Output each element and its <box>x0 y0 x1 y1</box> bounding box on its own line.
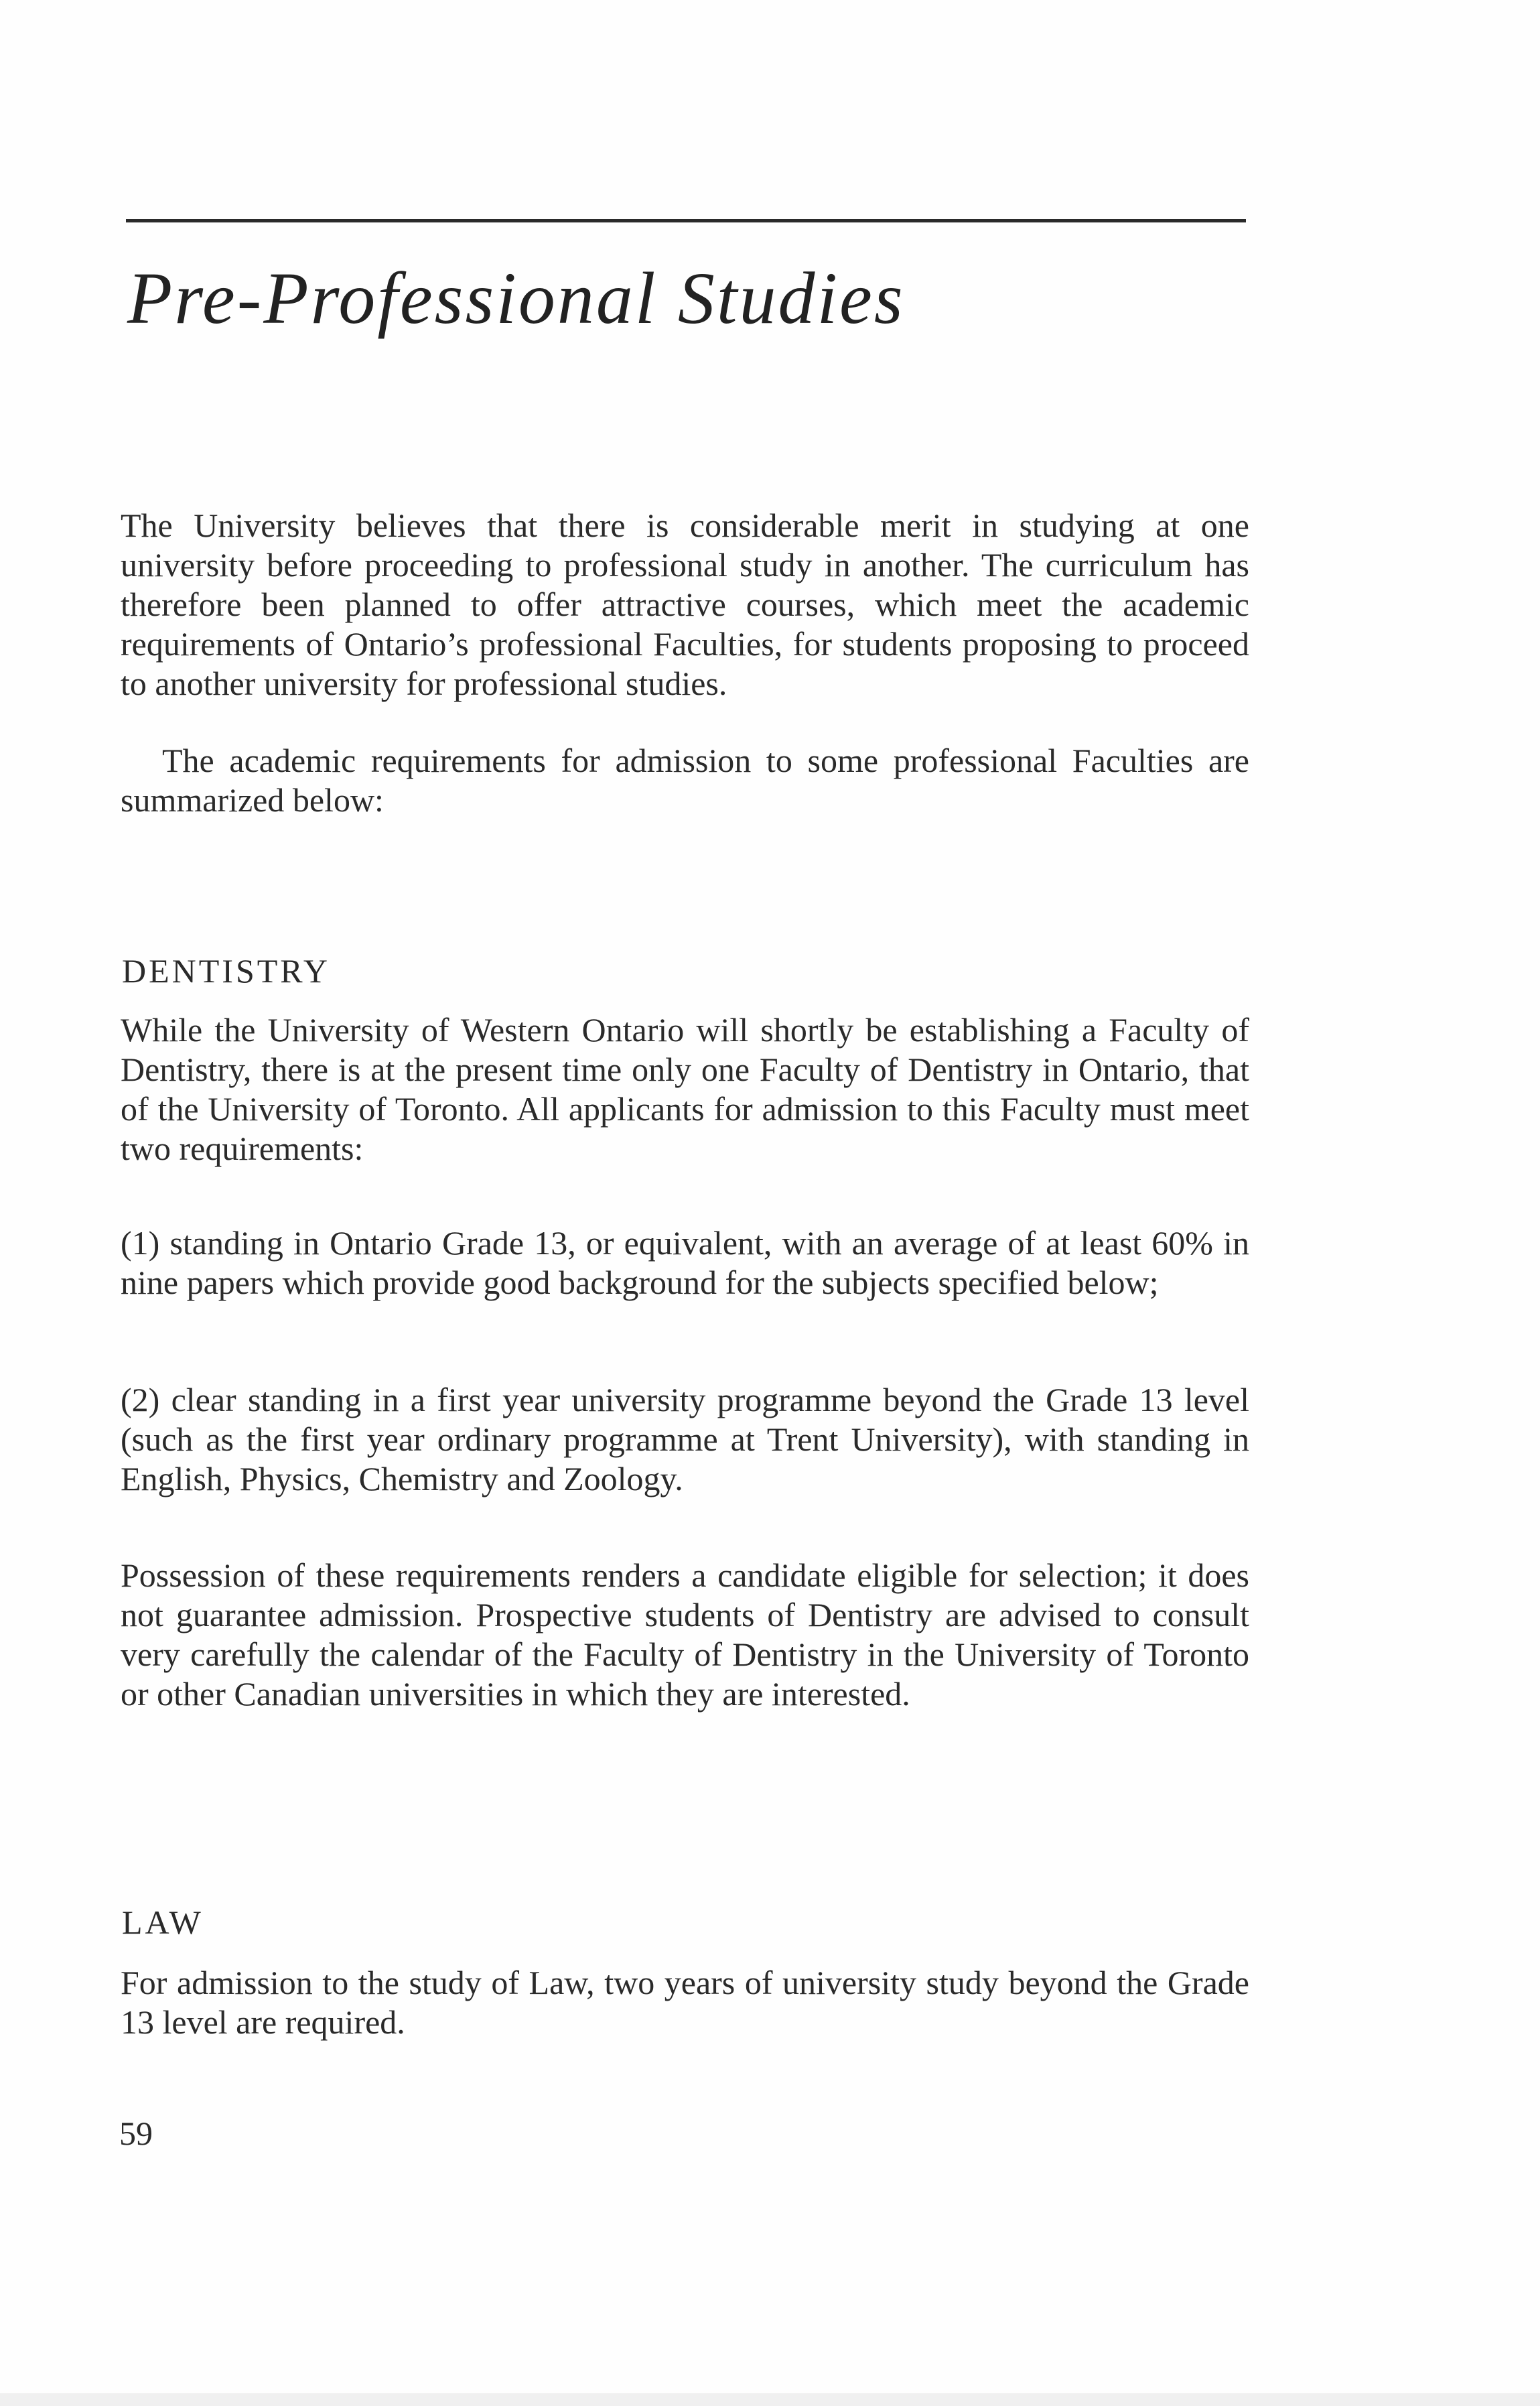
intro-paragraph: The University believes that there is considerable merit in studying at one university before proceeding to professional study in another. The curriculum has therefore been planned to offer attractive courses, which meet the academic requirements of Ontario’s professional Faculties, for students proposing to proceed to another university for professional studies. <box>121 507 1249 702</box>
intro-summary-paragraph: The academic requirements for admission to some professional Faculties are summarized below: <box>121 742 1249 819</box>
scan-edge <box>0 2393 1540 2406</box>
law-paragraph: For admission to the study of Law, two years of university study beyond the Grade 13 level are required. <box>121 1964 1249 2041</box>
section-heading-law: LAW <box>122 1903 204 1941</box>
dentistry-intro-paragraph: While the University of Western Ontario will shortly be establishing a Faculty of Dentistry, there is at the present time only one Faculty of Dentistry in Ontario, that of the University of Toronto. All applicants for admission to this Faculty must meet two requirements: <box>121 1011 1249 1167</box>
dentistry-requirement-2: (2) clear standing in a first year university programme beyond the Grade 13 level (such as the first year ordinary programme at Trent University), with standing in English, Physics, Chemistry and Zoology. <box>121 1381 1249 1497</box>
dentistry-eligibility-paragraph: Possession of these requirements renders a candidate eligible for selection; it does not guarantee admission. Prospective students of Dentistry are advised to consult very carefully the calendar of the Faculty of Dentistry in the University of Toronto or other Canadian universities in which they are interested. <box>121 1556 1249 1713</box>
page-number: 59 <box>119 2115 153 2152</box>
page-title: Pre-Professional Studies <box>127 257 905 339</box>
section-heading-dentistry: DENTISTRY <box>122 952 330 990</box>
title-rule <box>126 219 1246 222</box>
dentistry-requirement-1: (1) standing in Ontario Grade 13, or equivalent, with an average of at least 60% in nine papers which provide good background for the subjects specified below; <box>121 1224 1249 1301</box>
